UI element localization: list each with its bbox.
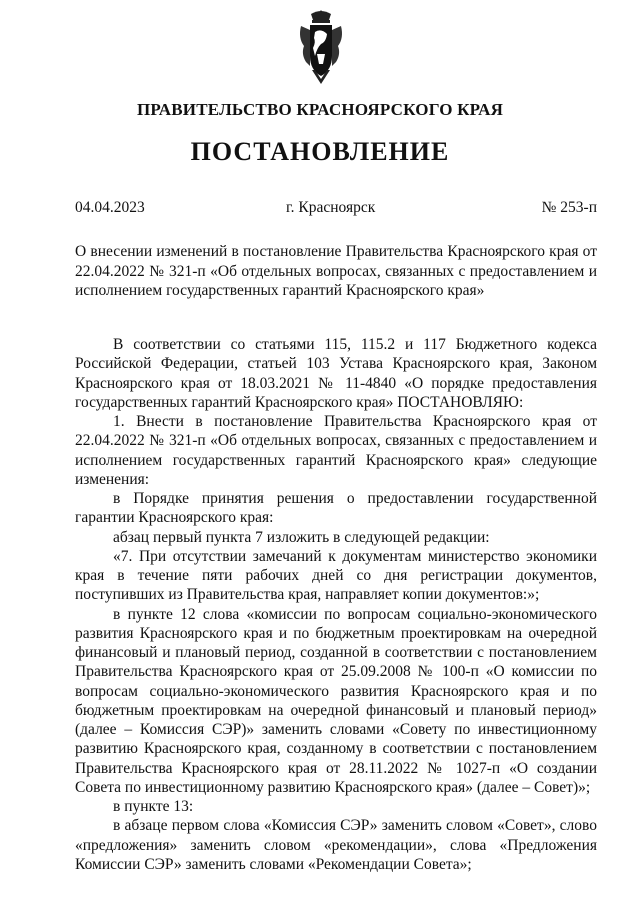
coat-of-arms-emblem (298, 8, 344, 88)
document-subject: О внесении изменений в постановление Правительства Красноярского края от 22.04.2022 № 321-п «Об отдельных вопросах, связанных с предоставлением и исполнением государственных гарантий Красноярского края» (75, 243, 597, 300)
document-date: 04.04.2023 (75, 199, 145, 216)
body-paragraph: в абзаце первом слова «Комиссия СЭР» заменить словом «Совет», слово «предложения» заменить словом «рекомендации», слова «Предложения Комиссии СЭР» заменить словами «Рекомендации Совета»; (75, 817, 597, 873)
body-paragraph: В соответствии со статьями 115, 115.2 и 117 Бюджетного кодекса Российской Федерации, статьей 103 Устава Красноярского края, Законом Красноярского края от 18.03.2021 № 11-4840 «О порядке предоставления государственных гарантий Красноярского края» ПОСТАНОВЛЯЮ: (75, 336, 597, 411)
body-paragraph: в Порядке принятия решения о предоставлении государственной гарантии Красноярского края: (75, 490, 597, 527)
document-number: № 253-п (541, 199, 597, 216)
government-heading: ПРАВИТЕЛЬСТВО КРАСНОЯРСКОГО КРАЯ (136, 100, 504, 119)
body-paragraph: «7. При отсутствии замечаний к документам министерство экономики края в течение пяти рабочих дней со дня регистрации документов, поступивших из Правительства края, направляет копии документов:»; (75, 547, 597, 604)
body-paragraph: 1. Внести в постановление Правительства Красноярского края от 22.04.2022 № 321-п «Об отдельных вопросах, связанных с предоставлением и исполнением государственных гарантий Красноярского края» следующие изменения: (75, 413, 597, 488)
document-type-heading: ПОСТАНОВЛЕНИЕ (190, 137, 450, 166)
body-paragraph: в пункте 12 слова «комиссии по вопросам социально-экономического развития Красноярского края и по бюджетным проектировкам на очередной финансовый и плановый период, созданной в соответствии с постановлением Правительства Красноярского края от 25.09.2008 № 100-п «О комиссии по вопросам социально-экономического развития Красноярского края и по бюджетным проектировкам на очередной финансовый и плановый период» (далее – Комиссия СЭР)» заменить словами «Совету по инвестиционному развитию Красноярского края, созданному в соответствии с постановлением Правительства Красноярского края от 28.11.2022 № 1027-п «О создании Совета по инвестиционному развитию Красноярского края» (далее – Совет)»; (75, 605, 597, 796)
body-paragraph: абзац первый пункта 7 изложить в следующей редакции: (113, 528, 490, 546)
document-body (75, 335, 597, 874)
body-paragraph: в пункте 13: (113, 798, 194, 815)
document-city: г. Красноярск (286, 199, 376, 216)
